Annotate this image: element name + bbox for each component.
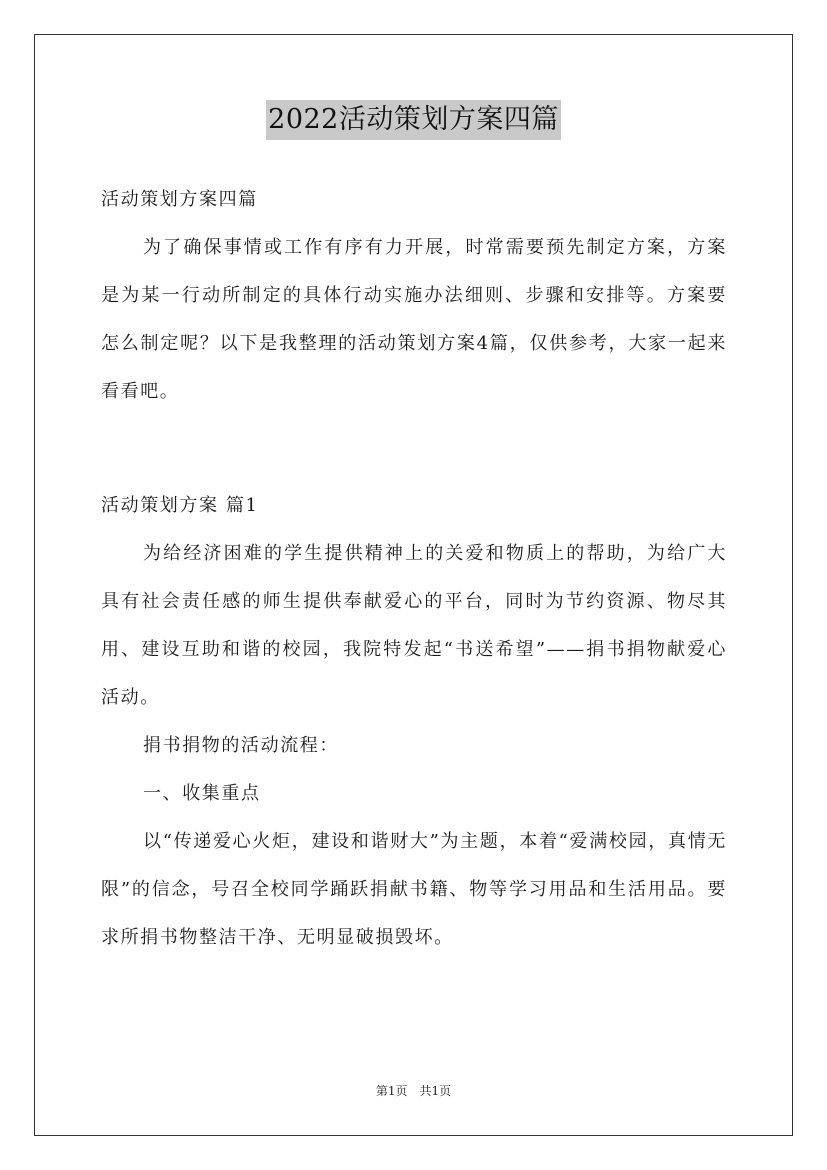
title-wrap (0, 100, 827, 140)
process-label: 捐书捐物的活动流程： (143, 735, 339, 756)
point1-paragraph: 以“传递爱心火炬，建设和谐财大”为主题，本着“爱满校园，真情无限”的信念，号召全校同学踊跃捐献书籍、物等学习用品和生活用品。要求所捐书物整洁干净、无明显破损毁坏。 (101, 831, 727, 948)
point1-heading: 一、收集重点 (143, 783, 261, 804)
document-body (101, 176, 727, 962)
section1-paragraph: 为给经济困难的学生提供精神上的关爱和物质上的帮助，为给广大具有社会责任感的师生提供奉献爱心的平台，同时为节约资源、物尽其用、建设互助和谐的校园，我院特发起“书送希望”——捐书捐物献爱心活动。 (101, 543, 727, 708)
page-footer: 第1页 共1页 (375, 1084, 452, 1098)
document-subtitle: 活动策划方案四篇 (101, 189, 258, 210)
document-title: 2022活动策划方案四篇 (266, 100, 561, 140)
intro-paragraph: 为了确保事情或工作有序有力开展，时常需要预先制定方案，方案是为某一行动所制定的具体行动实施办法细则、步骤和安排等。方案要怎么制定呢？以下是我整理的活动策划方案4篇，仅供参考，大家一起来看看吧。 (101, 237, 727, 402)
section1-heading: 活动策划方案 篇1 (101, 495, 259, 516)
